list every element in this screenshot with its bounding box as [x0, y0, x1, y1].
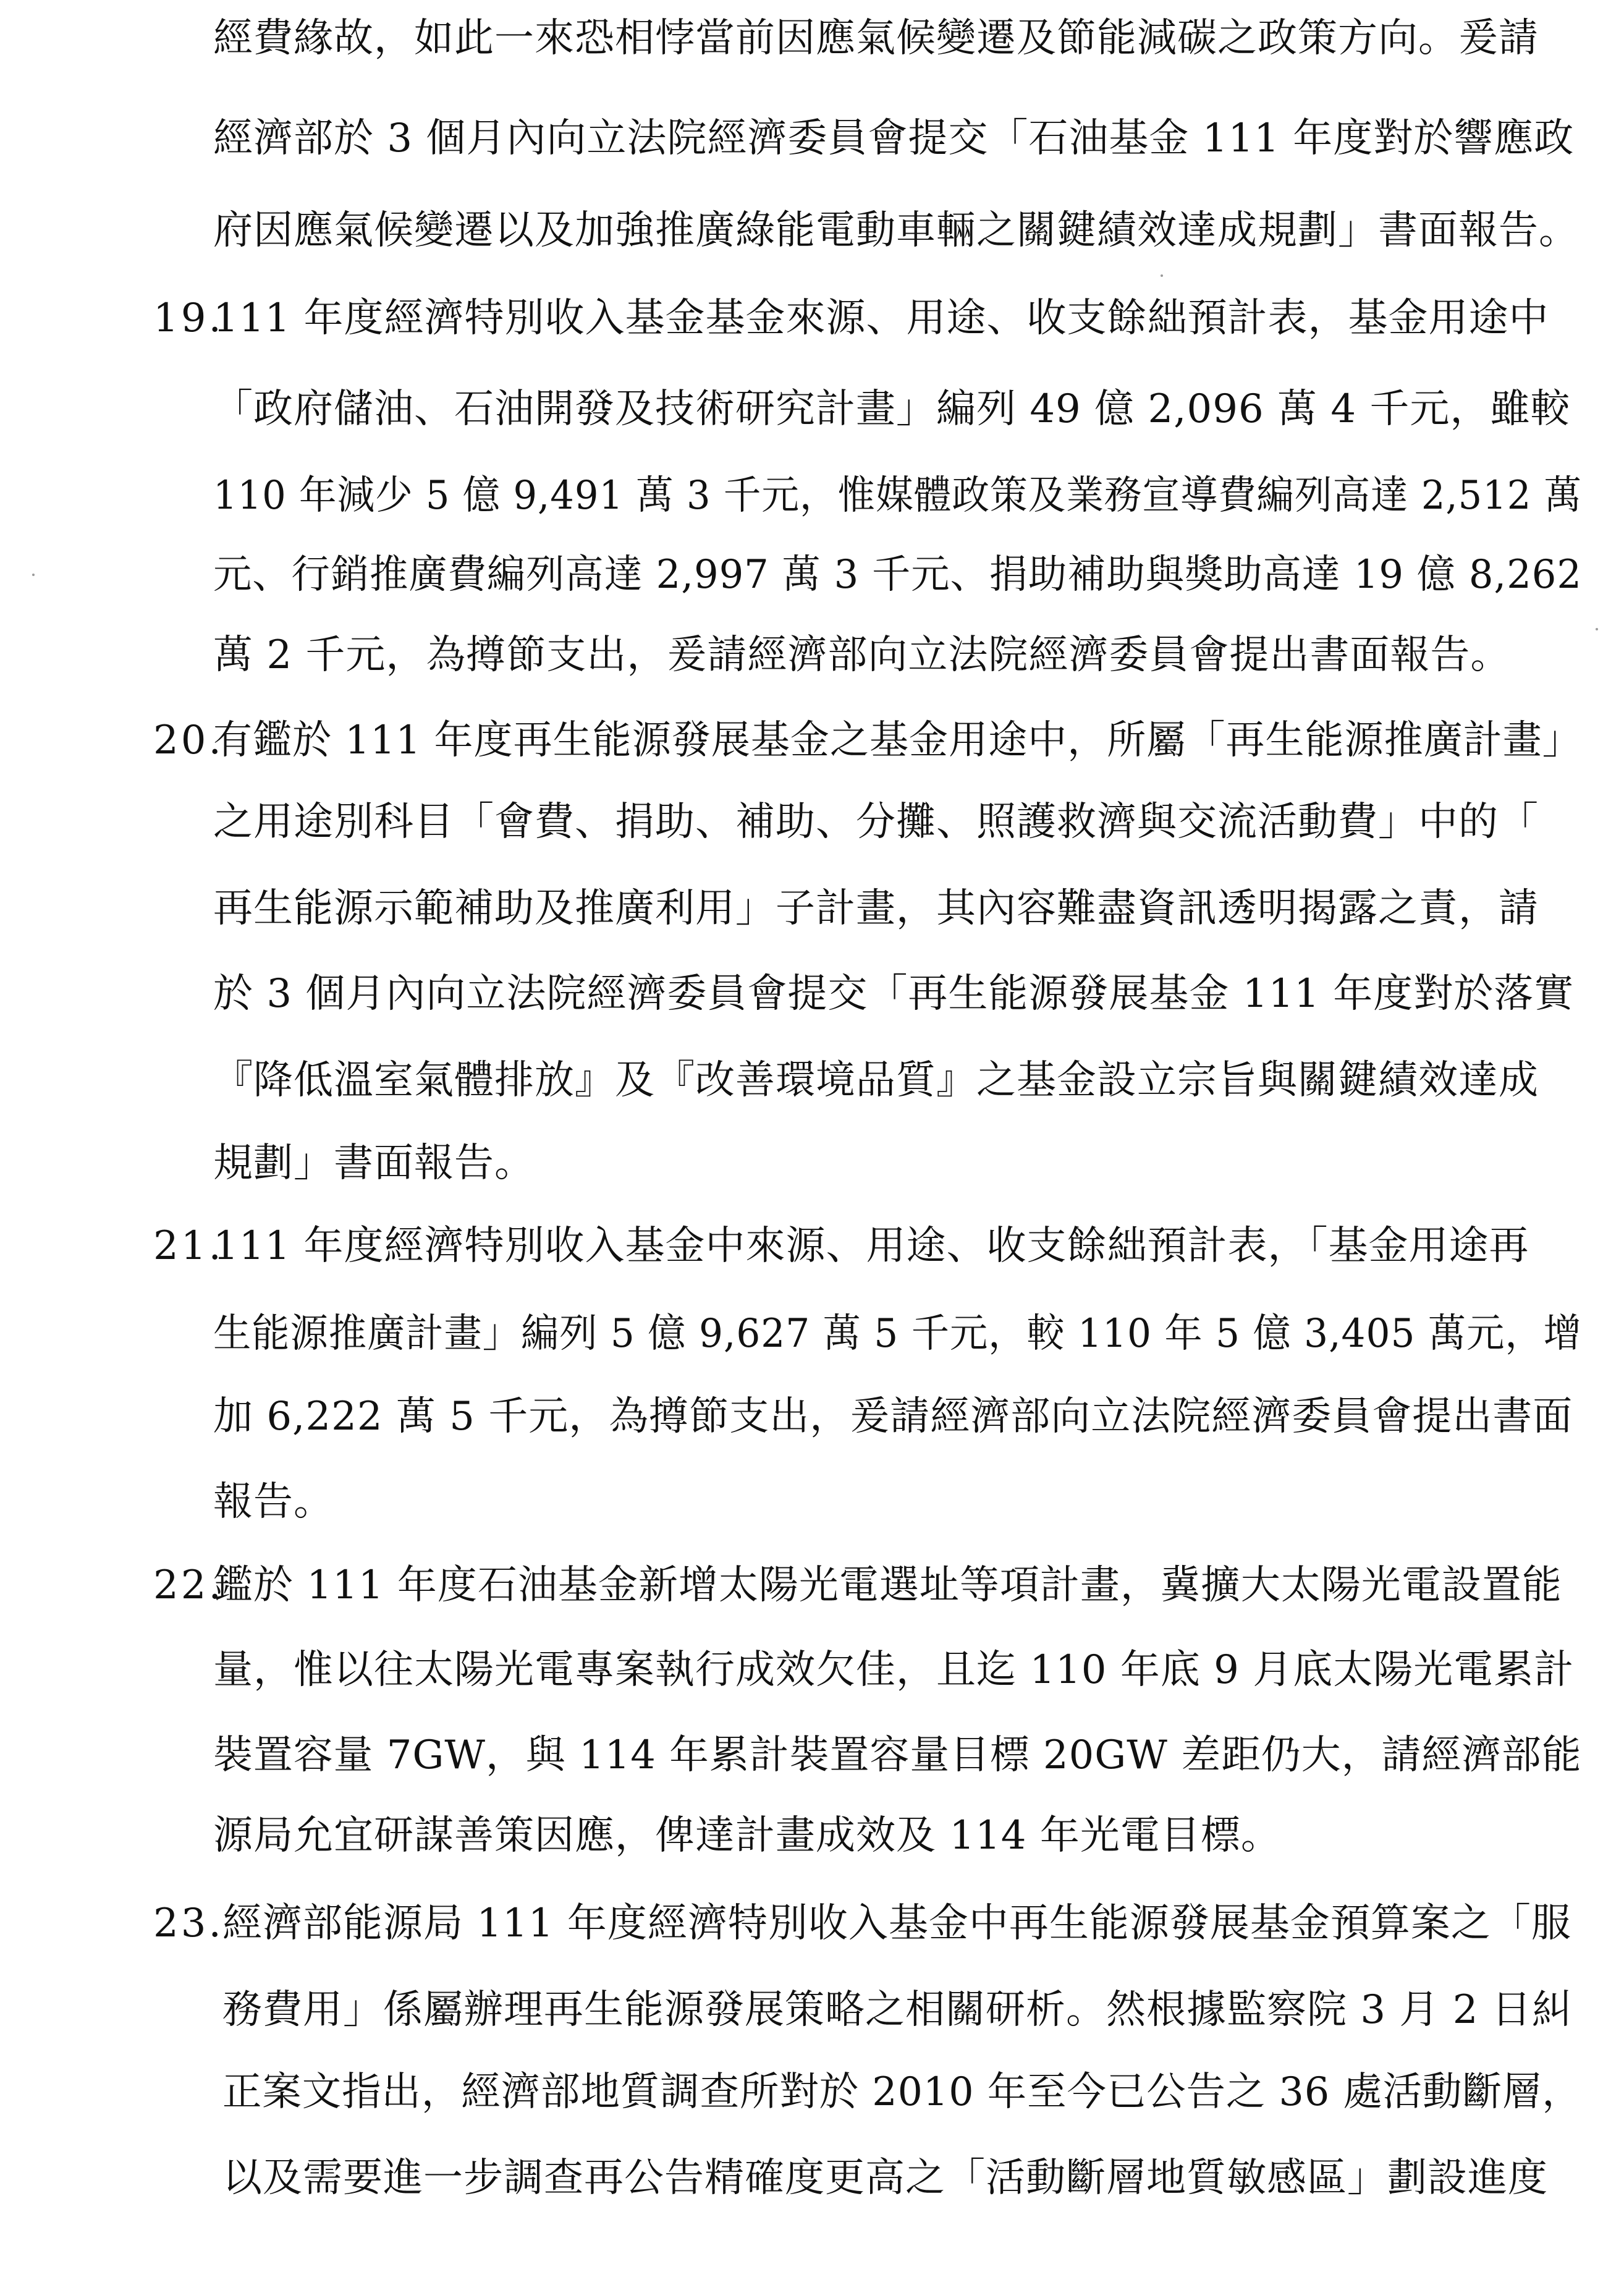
item-19-line-3: 110 年減少 5 億 9,491 萬 3 千元，惟媒體政策及業務宣導費編列高達 2,512 萬	[213, 473, 1583, 519]
item-19-line-5: 萬 2 千元，為撙節支出，爰請經濟部向立法院經濟委員會提出書面報告。	[213, 632, 1511, 678]
intro-line-1: 經費緣故，如此一來恐相悖當前因應氣候變遷及節能減碳之政策方向。爰請	[213, 15, 1539, 61]
item-number-19: 19.	[153, 295, 224, 341]
item-22-line-1: 鑑於 111 年度石油基金新增太陽光電選址等項計畫，冀擴大太陽光電設置能	[213, 1562, 1562, 1608]
scan-speck	[32, 574, 35, 576]
item-20-line-1: 有鑑於 111 年度再生能源發展基金之基金用途中，所屬「再生能源推廣計畫」	[213, 718, 1582, 763]
item-23-line-4: 以及需要進一步調查再公告精確度更高之「活動斷層地質敏感區」劃設進度	[222, 2155, 1548, 2201]
item-22-line-2: 量，惟以往太陽光電專案執行成效欠佳，且迄 110 年底 9 月底太陽光電累計	[213, 1647, 1575, 1693]
item-21-line-4: 報告。	[213, 1479, 334, 1525]
item-21-line-3: 加 6,222 萬 5 千元，為撙節支出，爰請經濟部向立法院經濟委員會提出書面	[213, 1394, 1573, 1439]
item-number-22: 22.	[153, 1562, 224, 1608]
item-20-line-5: 『降低溫室氣體排放』及『改善環境品質』之基金設立宗旨與關鍵績效達成	[213, 1058, 1539, 1103]
item-23-line-3: 正案文指出，經濟部地質調查所對於 2010 年至今已公告之 36 處活動斷層，	[222, 2069, 1582, 2115]
item-23-line-1: 經濟部能源局 111 年度經濟特別收入基金中再生能源發展基金預算案之「服	[222, 1901, 1571, 1946]
intro-line-2: 經濟部於 3 個月內向立法院經濟委員會提交「石油基金 111 年度對於響應政	[213, 116, 1575, 161]
scan-speck	[1161, 274, 1163, 277]
item-19-line-2: 「政府儲油、石油開發及技術研究計畫」編列 49 億 2,096 萬 4 千元，雖較	[213, 386, 1571, 432]
item-20-line-2: 之用途別科目「會費、捐助、補助、分攤、照護救濟與交流活動費」中的「	[213, 799, 1539, 845]
item-number-20: 20.	[153, 718, 224, 763]
item-20-line-6: 規劃」書面報告。	[213, 1140, 535, 1186]
item-22-line-4: 源局允宜研謀善策因應，俾達計畫成效及 114 年光電目標。	[213, 1813, 1281, 1859]
item-20-line-4: 於 3 個月內向立法院經濟委員會提交「再生能源發展基金 111 年度對於落實	[213, 971, 1575, 1017]
intro-line-3: 府因應氣候變遷以及加強推廣綠能電動車輛之關鍵績效達成規劃」書面報告。	[213, 208, 1579, 253]
scan-speck	[1596, 628, 1598, 630]
item-21-line-1: 111 年度經濟特別收入基金中來源、用途、收支餘絀預計表，「基金用途再	[213, 1223, 1529, 1269]
item-19-line-4: 元、行銷推廣費編列高達 2,997 萬 3 千元、捐助補助與獎助高達 19 億 8,262	[213, 552, 1583, 598]
item-20-line-3: 再生能源示範補助及推廣利用」子計畫，其內容難盡資訊透明揭露之責，請	[213, 886, 1539, 931]
item-23-line-2: 務費用」係屬辦理再生能源發展策略之相關研析。然根據監察院 3 月 2 日糾	[222, 1987, 1572, 2033]
item-19-line-1: 111 年度經濟特別收入基金基金來源、用途、收支餘絀預計表，基金用途中	[213, 295, 1549, 341]
item-number-23: 23.	[153, 1901, 224, 1946]
item-22-line-3: 裝置容量 7GW，與 114 年累計裝置容量目標 20GW 差距仍大，請經濟部能	[213, 1732, 1582, 1778]
item-21-line-2: 生能源推廣計畫」編列 5 億 9,627 萬 5 千元，較 110 年 5 億 3,405 萬元，增	[213, 1311, 1582, 1357]
item-number-21: 21.	[153, 1223, 224, 1269]
